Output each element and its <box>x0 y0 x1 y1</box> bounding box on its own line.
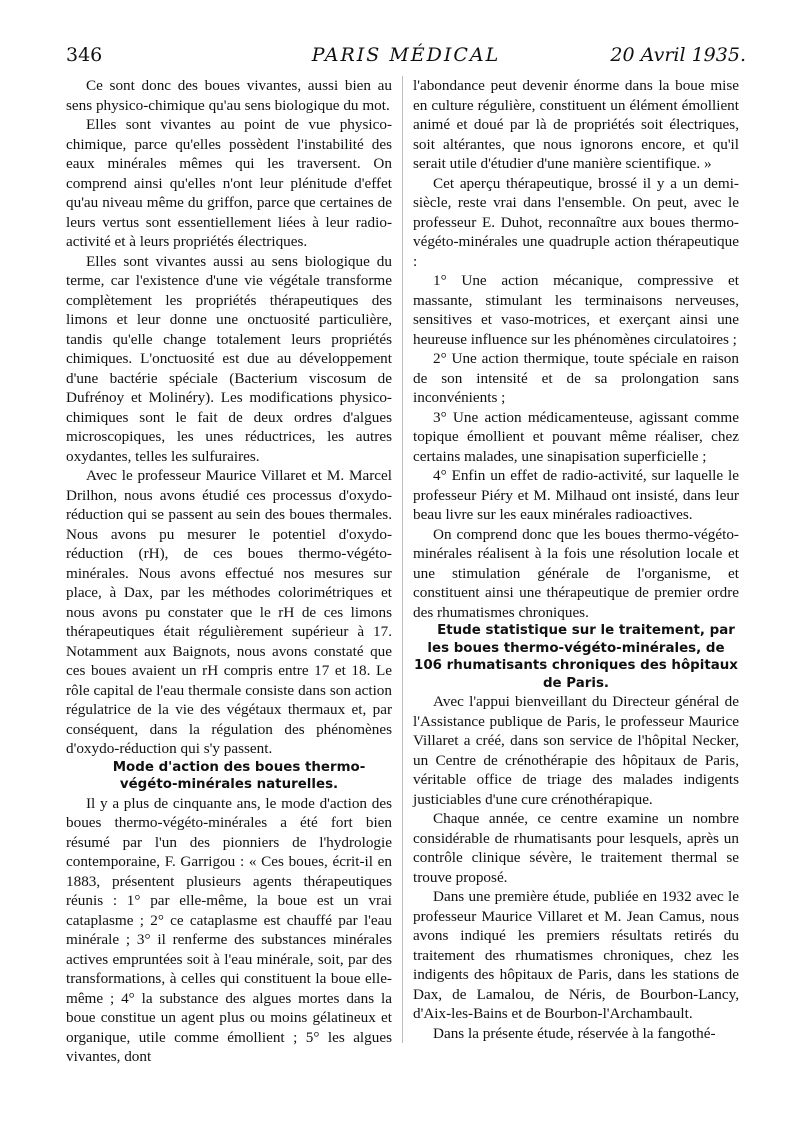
paragraph: Elles sont vivantes au point de vue physico-chimique, parce qu'elles possèdent l'instabilité des eaux minérales mêmes qui les traversent. On comprend ainsi qu'elles n'ont leur plénitude d'effet qu'au niveau même du griffon, parce que certaines de leurs vertus sont essentiellement liées à leur radio-activité et à leurs propriétés électriques. <box>66 116 392 250</box>
page-header <box>66 44 746 70</box>
right-column <box>402 76 739 1043</box>
section-heading: Mode d'action des boues thermo-végéto-minérales naturelles. <box>112 759 366 792</box>
paragraph: Ce sont donc des boues vivantes, aussi bien au sens physico-chimique qu'au sens biologique du mot. <box>66 77 392 114</box>
paragraph: Chaque année, ce centre examine un nombre considérable de rhumatisants pour lesquels, après un contrôle clinique sévère, le traitement thermal se trouve proposé. <box>413 810 739 886</box>
paragraph: Elles sont vivantes aussi au sens biologique du terme, car l'existence d'une vie végétale transforme complètement les propriétés thérapeutiques des limons et leur donne une onctuosité particulière, tandis qu'elle change totalement leurs propriétés chimiques. L'onctuosité est due au développement d'une bactérie spéciale (Bacterium viscosum de Dufrénoy et Molinéry). Les modifications physico-chimiques sont le fait de deux ordres d'algues microscopiques, les unes réductrices, les autres oxydantes, telles les sulfuraires. <box>66 252 392 465</box>
paragraph: Avec l'appui bienveillant du Directeur général de l'Assistance publique de Paris, le professeur Maurice Villaret a créé, dans son service de l'hôpital Necker, un Centre de crénothérapie des hôpitaux de Paris, véritable office de triage des malades indigents justiciables d'une cure crénothérapique. <box>413 693 739 808</box>
page-number: 346 <box>66 44 103 66</box>
paragraph: Dans la présente étude, réservée à la fangothé- <box>433 1024 716 1042</box>
issue-date: 20 Avril 1935. <box>610 44 746 66</box>
paragraph: Avec le professeur Maurice Villaret et M. Marcel Drilhon, nous avons étudié ces processus d'oxydo-réduction qui se passent au sein des boues thermales. Nous avons pu mesurer le potentiel d'oxydo-réduction (rH), de ces boues thermo-végéto-minérales. Nous avons effectué nos mesures sur place, à Dax, par les méthodes colorimétriques et nous avons pu constater que le rH de ces limons thérapeutiques était régulièrement supérieur à 17. Notamment aux Baignots, nous avons constaté que ces boues avaient un rH compris entre 17 et 18. Le rôle capital de l'eau thermale consiste dans son action régulatrice de la vie des végétaux thermaux et, par conséquent, dans la régulation des phénomènes d'oxydo-réduction qui s'y passent. <box>66 467 392 757</box>
section-heading: Etude statistique sur le traitement, par les boues thermo-végéto-minérales, de 106 rhumatisants chroniques des hôpitaux de Paris. <box>414 623 738 691</box>
paragraph: On comprend donc que les boues thermo-végéto-minérales réalisent à la fois une résolution locale et une stimulation générale de l'organisme, et constituent ainsi une thérapeutique de premier ordre des rhumatismes chroniques. <box>413 525 739 621</box>
paragraph: Cet aperçu thérapeutique, brossé il y a un demi-siècle, reste vrai dans l'ensemble. On peut, avec le professeur E. Duhot, reconnaître aux boues thermo-végéto-minérales une quadruple action thérapeutique : <box>413 174 739 270</box>
paragraph: l'abondance peut devenir énorme dans la boue mise en culture régulière, constituent un élément émollient animé et doué par là de propriétés soit électriques, soit altérantes, que nous ignorons encore, et qu'il serait utile d'étudier d'une manière scientifique. » <box>413 77 739 172</box>
paragraph: 3° Une action médicamenteuse, agissant comme topique émollient et pouvant même réaliser, chez certains malades, une sinapisation superficielle ; <box>413 408 739 465</box>
left-column <box>66 76 392 1067</box>
paragraph: 4° Enfin un effet de radio-activité, sur laquelle le professeur Piéry et M. Milhaud ont insisté, dans leur beau livre sur les eaux minérales radioactives. <box>413 467 739 523</box>
paragraph: Dans une première étude, publiée en 1932 avec le professeur Maurice Villaret et M. Jean Camus, nous avons indiqué les premiers résultats retirés du traitement des rhumatismes chroniques, chez les indigents des hôpitaux de Paris, dans les stations de Dax, de Lamalou, de Néris, de Bourbon-Lancy, d'Aix-les-Bains et de Bourbon-l'Archambault. <box>413 888 739 1022</box>
paragraph: 1° Une action mécanique, compressive et massante, stimulant les terminaisons nerveuses, sensitives et vaso-motrices, et exerçant ainsi une heureuse influence sur les phénomènes circulatoires ; <box>413 272 739 348</box>
paragraph: 2° Une action thermique, toute spéciale en raison de son intensité et de sa prolongation sans inconvénients ; <box>413 350 739 406</box>
journal-title: PARIS MÉDICAL <box>311 44 501 66</box>
paragraph: Il y a plus de cinquante ans, le mode d'action des boues thermo-végéto-minérales a été fort bien résumé par l'un des pionniers de l'hydrologie contemporaine, F. Garrigou : « Ces boues, écrit-il en 1883, présentent plusieurs agents thérapeutiques réunis : 1° par elle-même, la boue est un vrai cataplasme ; 2° ce cataplasme est chauffé par l'eau minérale ; 3° il renferme des substances minérales actives empruntées soit à l'eau minérale, soit, par des transformations, à celles qui constituent la boue elle-même ; 4° la substance des algues mortes dans la boue constitue un agent plus ou moins gélatineux et organique, utile comme émollient ; 5° les algues vivantes, dont <box>66 794 392 1065</box>
